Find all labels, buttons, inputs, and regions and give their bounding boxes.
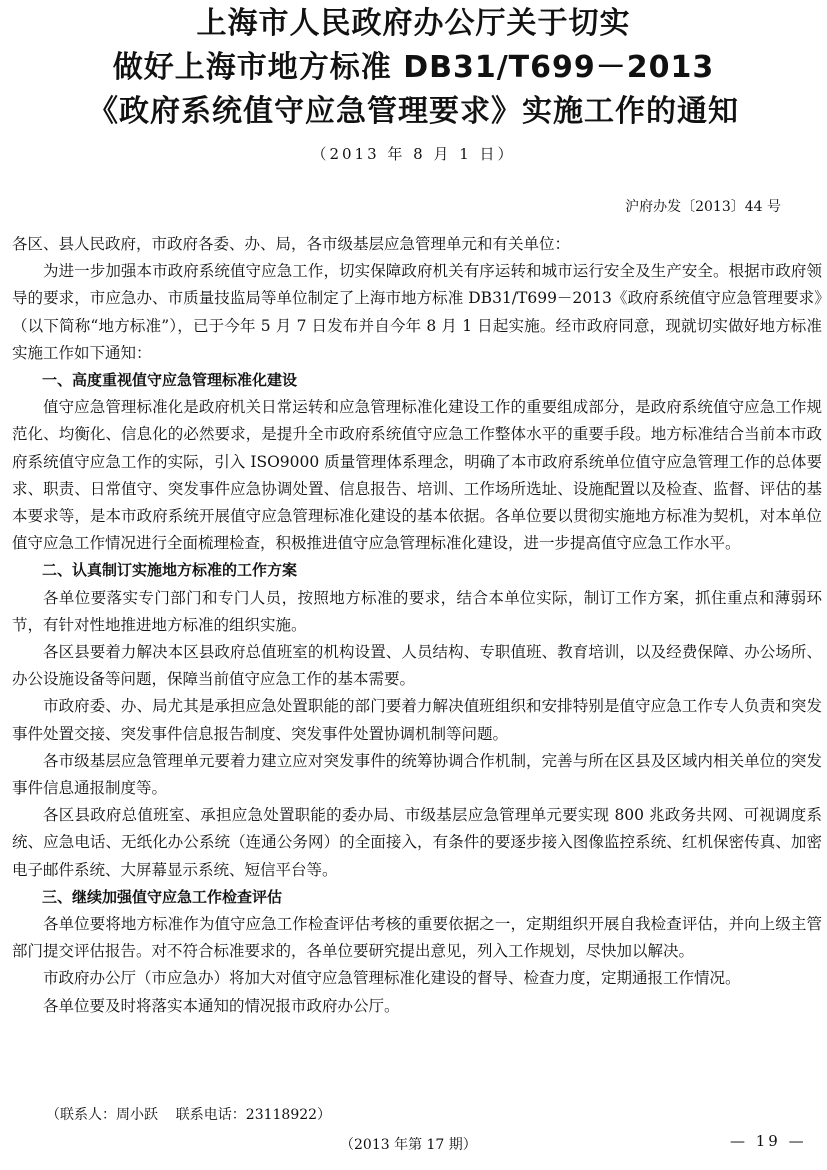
section-3-paragraph-1: 各单位要将地方标准作为值守应急工作检查评估考核的重要依据之一，定期组织开展自我检查评估，并向上级主管部门提交评估报告。对不符合标准要求的，各单位要研究提出意见，列入工作规划，尽快加以解决。 <box>12 915 822 961</box>
section-3-paragraph-2: 市政府办公厅（市应急办）将加大对值守应急管理标准化建设的督导、检查力度，定期通报工作情况。 <box>43 969 741 988</box>
document-number: 沪府办发〔2013〕44 号 <box>625 199 781 215</box>
title-line-1: 上海市人民政府办公厅关于切实 <box>196 6 631 41</box>
intro-paragraph: 为进一步加强本市政府系统值守应急工作，切实保障政府机关有序运转和城市运行安全及生产安全。根据市政府领导的要求，市应急办、市质量技监局等单位制定了上海市地方标准 DB31/T699－2013《政府系统值守应急管理要求》（以下简称“地方标准”），已于今年 5 月 7 日发布并自今年 8 月 1 日起实施。经市政府同意，现就切实做好地方标准实施工作如下通知： <box>12 262 822 362</box>
section-1-paragraph-1: 值守应急管理标准化是政府机关日常运转和应急管理标准化建设工作的重要组成部分，是政府系统值守应急工作规范化、均衡化、信息化的必然要求，是提升全市政府系统值守应急工作整体水平的重要手段。地方标准结合当前本市政府系统值守应急工作的实际，引入 ISO9000 质量管理体系理念，明确了本市政府系统单位值守应急管理工作的总体要求、职责、日常值守、突发事件应急协调处置、信息报告、培训、工作场所选址、设施配置以及检查、监督、评估的基本要求等，是本市政府系统开展值守应急管理标准化建设的基本依据。各单位要以贯彻实施地方标准为契机，对本单位值守应急工作情况进行全面梳理检查，积极推进值守应急管理标准化建设，进一步提高值守应急工作水平。 <box>12 398 822 553</box>
issue-number: （2013 年第 17 期） <box>340 1137 477 1153</box>
salutation: 各区、县人民政府，市政府各委、办、局，各市级基层应急管理单元和有关单位： <box>12 235 571 253</box>
page-number: — 19 — <box>730 1132 807 1150</box>
section-2-paragraph-3: 市政府委、办、局尤其是承担应急处置职能的部门要着力解决值班组织和安排特别是值守应急工作专人负责和突发事件处置交接、突发事件信息报告制度、突发事件处置协调机制等问题。 <box>12 697 822 743</box>
section-2-paragraph-1: 各单位要落实专门部门和专门人员，按照地方标准的要求，结合本单位实际，制订工作方案，抓住重点和薄弱环节，有针对性地推进地方标准的组织实施。 <box>12 588 822 634</box>
section-2-paragraph-4: 各市级基层应急管理单元要着力建立应对突发事件的统筹协调合作机制，完善与所在区县及区域内相关单位的突发事件信息通报制度等。 <box>12 751 822 798</box>
document-body <box>12 231 822 1020</box>
issue-date: （2013 年 8 月 1 日） <box>311 145 516 163</box>
section-2-heading: 二、认真制订实施地方标准的工作方案 <box>42 561 298 580</box>
section-2-paragraph-2: 各区县要着力解决本区县政府总值班室的机构设置、人员结构、专职值班、教育培训，以及经费保障、办公场所、办公设施设备等问题，保障当前值守应急工作的基本需要。 <box>12 643 822 689</box>
section-1-heading: 一、高度重视值守应急管理标准化建设 <box>42 371 298 390</box>
section-2-paragraph-5: 各区县政府总值班室、承担应急处置职能的委办局、市级基层应急管理单元要实现 800 兆政务共网、可视调度系统、应急电话、无纸化办公系统（连通公务网）的全面接入，有条件的要逐步接入图像监控系统、红机保密传真、加密电子邮件系统、大屏幕显示系统、短信平台等。 <box>12 806 822 879</box>
closing-paragraph: 各单位要及时将落实本通知的情况报市政府办公厅。 <box>43 996 400 1015</box>
section-3-heading: 三、继续加强值守应急工作检查评估 <box>42 887 283 906</box>
contact-info: （联系人：周小跃 联系电话：23118922） <box>46 1107 332 1123</box>
title-line-2: 做好上海市地方标准 DB31/T699－2013 <box>112 50 715 85</box>
title-line-3: 《政府系统值守应急管理要求》实施工作的通知 <box>88 94 739 129</box>
